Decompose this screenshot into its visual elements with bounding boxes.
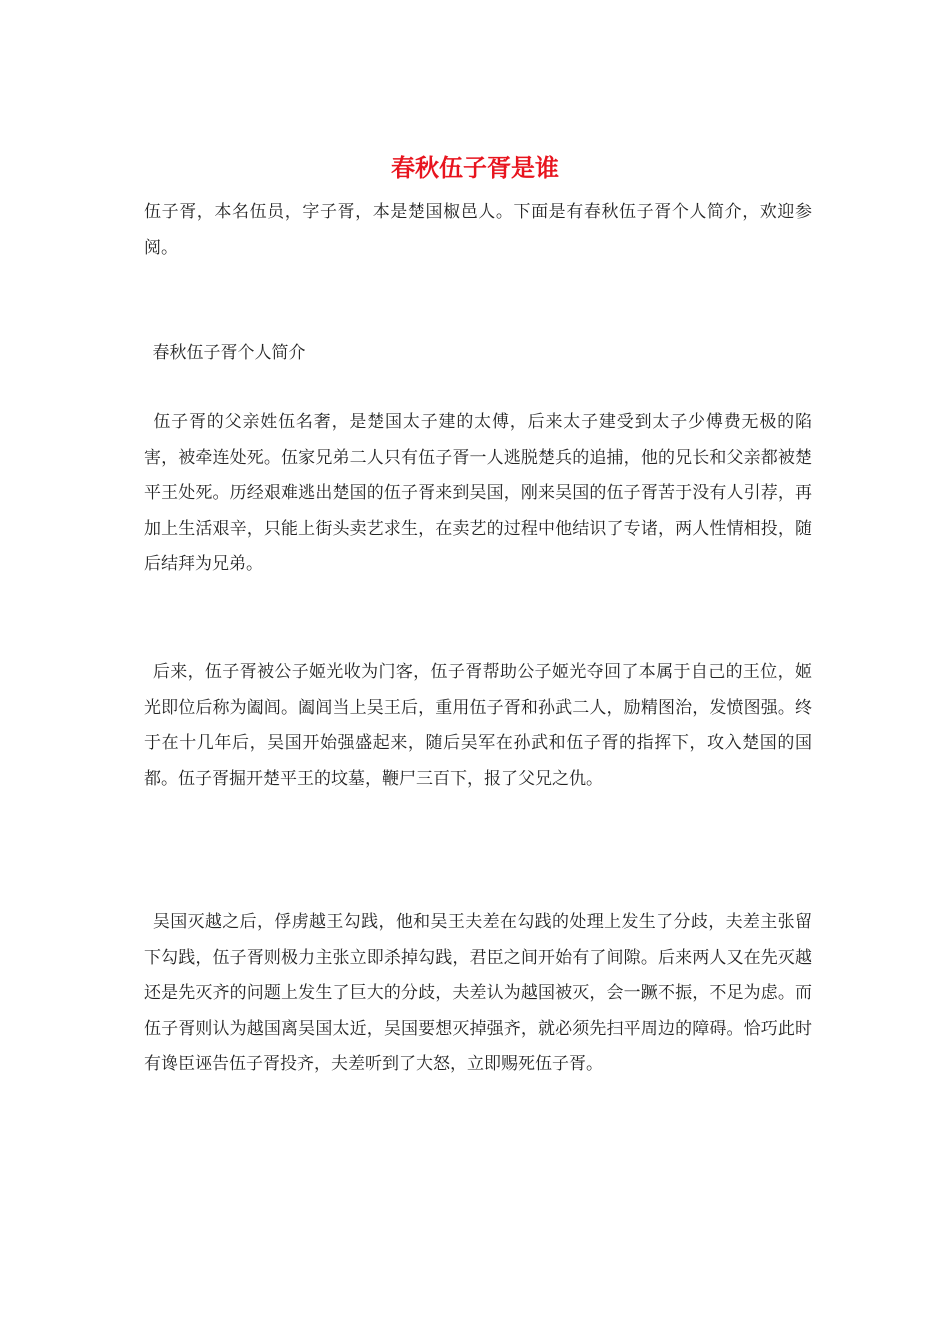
body-paragraph <box>144 405 812 583</box>
section-heading-text: 春秋伍子胥个人简介 <box>152 343 306 363</box>
intro-paragraph: 伍子胥，本名伍员，字子胥，本是楚国椒邑人。下面是有春秋伍子胥个人简介，欢迎参阅。 <box>144 202 812 258</box>
body-paragraph <box>144 905 812 1083</box>
body-paragraph-text: 伍子胥的父亲姓伍名奢，是楚国太子建的太傅，后来太子建受到太子少傅费无极的陷害，被牵连处死。伍家兄弟二人只有伍子胥一人逃脱楚兵的追捕，他的兄长和父亲都被楚平王处死。历经艰难逃出楚国的伍子胥来到吴国，刚来吴国的伍子胥苦于没有人引荐，再加上生活艰辛，只能上街头卖艺求生，在卖艺的过程中他结识了专诸，两人性情相投，随后结拜为兄弟。 <box>144 412 812 574</box>
document-title: 春秋伍子胥是谁 <box>391 153 559 182</box>
body-paragraph-text: 后来，伍子胥被公子姬光收为门客，伍子胥帮助公子姬光夺回了本属于自己的王位，姬光即位后称为阖闾。阖闾当上吴王后，重用伍子胥和孙武二人，励精图治，发愤图强。终于在十几年后，吴国开始强盛起来，随后吴军在孙武和伍子胥的指挥下，攻入楚国的国都。伍子胥掘开楚平王的坟墓，鞭尸三百下，报了父兄之仇。 <box>144 662 812 789</box>
section-heading <box>144 336 812 372</box>
body-paragraph-text: 吴国灭越之后，俘虏越王勾践，他和吴王夫差在勾践的处理上发生了分歧，夫差主张留下勾践，伍子胥则极力主张立即杀掉勾践，君臣之间开始有了间隙。后来两人又在先灭越还是先灭齐的问题上发生了巨大的分歧，夫差认为越国被灭，会一蹶不振，不足为虑。而伍子胥则认为越国离吴国太近，吴国要想灭掉强齐，就必须先扫平周边的障碍。恰巧此时有谗臣诬告伍子胥投齐，夫差听到了大怒，立即赐死伍子胥。 <box>144 912 812 1074</box>
body-paragraph <box>144 655 812 797</box>
